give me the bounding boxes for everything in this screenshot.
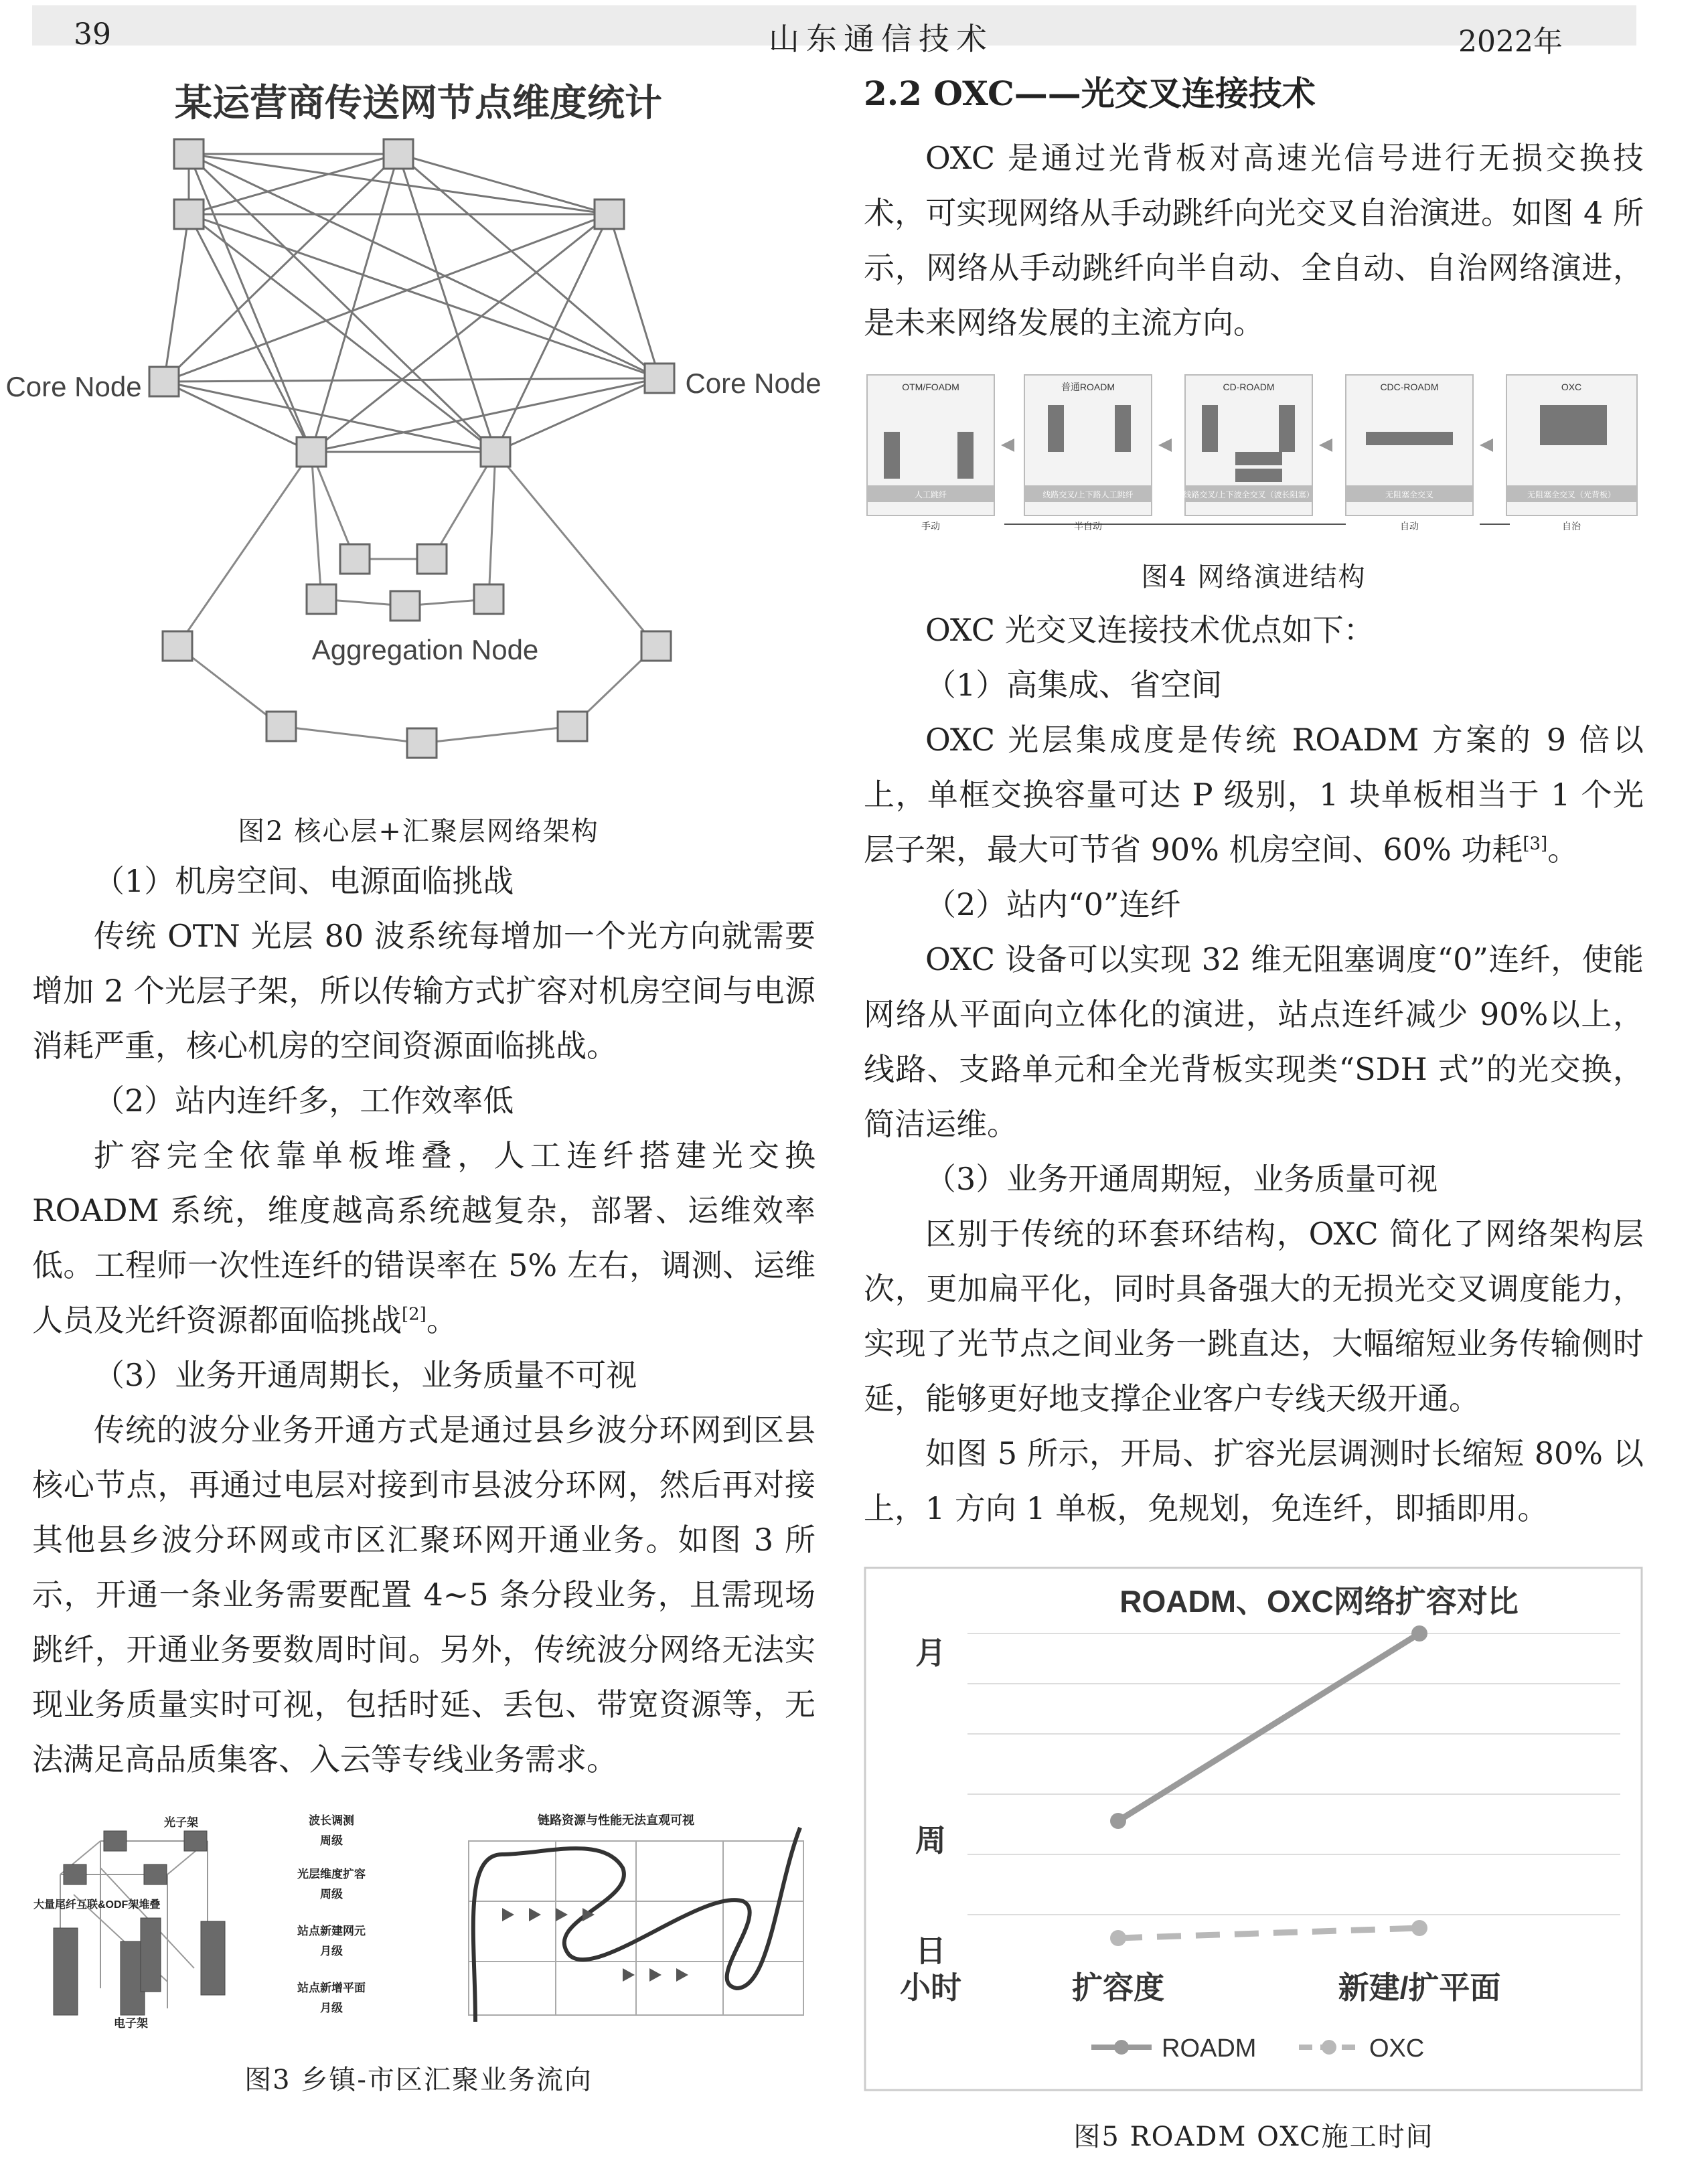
legend-marker-OXC (1322, 2040, 1336, 2055)
fig4-panel-2-title: 普通ROADM (1061, 382, 1115, 392)
fig2-caption: 图2 核心层+汇聚层网络架构 (238, 816, 599, 847)
right-paragraph-2: OXC 光交叉连接技术优点如下： (925, 612, 1375, 648)
point-OXC-0 (1110, 1930, 1126, 1946)
fig3-step-4-b: 月级 (320, 2002, 343, 2014)
fig4-panel-4-note: 无阻塞全交叉 (1385, 490, 1434, 499)
page-header (32, 5, 1636, 59)
left-column-text (32, 854, 816, 1787)
fig3-optical-shelf-label: 光子架 (164, 1816, 198, 1829)
fig3-right-title: 链路资源与性能无法直观可视 (538, 1814, 694, 1827)
left-heading-1: （1）机房空间、电源面临挑战 (94, 863, 514, 899)
fig5-caption: 图5 ROADM OXC施工时间 (1073, 2122, 1434, 2152)
point-ROADM-1 (1411, 1625, 1427, 1642)
left-paragraph-3: 传统的波分业务开通方式是通过县乡波分环网到区县核心节点，再通过电层对接到市县波分环网，然后再对接其他县乡波分环网或市区汇聚环网开通业务。如图 3 所示，开通一条业务需要配置 4~5 条分段业务，且需现场跳纤，开通业务要数周时间。另外，传统波分网络无法实现业务质量实时可视，包括时延、丢包、带宽资源等，无法满足高品质集客、入云等专线业务需求。 (32, 1412, 816, 1777)
journal-year: 2022年 (1458, 25, 1563, 59)
legend-marker-ROADM (1114, 2040, 1129, 2055)
fig3-step-2-a: 光层维度扩容 (297, 1868, 366, 1881)
fig4-panel-3-title: CD-ROADM (1223, 382, 1275, 392)
fig4-panel-2-note: 线路交叉/上下路人工跳纤 (1042, 490, 1134, 499)
left-heading-3: （3）业务开通周期长，业务质量不可视 (94, 1357, 637, 1393)
legend-label-ROADM: ROADM (1162, 2034, 1257, 2063)
left-heading-2: （2）站内连纤多，工作效率低 (94, 1083, 514, 1119)
fig3-step-3-a: 站点新建网元 (297, 1925, 366, 1937)
core-mesh-links (164, 154, 659, 452)
right-heading-1: （1）高集成、省空间 (925, 667, 1223, 703)
figure-5-chart (864, 1567, 1644, 2095)
y-tick-周: 周 (915, 1823, 946, 1858)
x-tick-0: 扩容度 (1072, 1970, 1164, 2005)
right-paragraph-4: OXC 设备可以实现 32 维无阻塞调度“0”连纤，使能网络从平面向立体化的演进，站点连纤减少 90%以上，线路、支路单元和全光背板实现类“SDH 式”的光交换，简洁运维。 (864, 941, 1644, 1142)
right-paragraph-3: OXC 光层集成度是传统 ROADM 方案的 9 倍以上，单框交换容量可达 P 级别，1 块单板相当于 1 个光层子架，最大可节省 90% 机房空间、60% 功耗[3]。 (864, 722, 1644, 868)
fig4-panel-1-note: 人工跳纤 (914, 490, 947, 499)
point-ROADM-0 (1110, 1813, 1126, 1829)
y-tick-小时: 小时 (900, 1970, 961, 2005)
journal-name: 山东通信技术 (769, 21, 994, 57)
chart-frame (865, 1568, 1642, 2090)
fig3-electrical-shelf-label: 电子架 (114, 2017, 148, 2030)
right-column-text (864, 603, 1644, 1536)
fig3-caption: 图3 乡镇-市区汇聚业务流向 (244, 2065, 593, 2095)
figure-2-network (5, 64, 822, 800)
right-heading-2: （2）站内“0”连纤 (925, 886, 1181, 923)
left-paragraph-1: 传统 OTN 光层 80 波系统每增加一个光方向就需要增加 2 个光层子架，所以传输方式扩容对机房空间与电源消耗严重，核心机房的空间资源面临挑战。 (32, 918, 816, 1064)
right-paragraph-6: 如图 5 所示，开局、扩容光层调测时长缩短 80% 以上，1 方向 1 单板，免规划，免连纤，即插即用。 (864, 1435, 1644, 1526)
fig4-mode-manual: 手动 (921, 521, 940, 532)
point-OXC-1 (1411, 1920, 1427, 1936)
right-paragraph-1: OXC 是通过光背板对高速光信号进行无损交换技术，可实现网络从手动跳纤向光交叉自治演进。如图 4 所示，网络从手动跳纤向半自动、全自动、自治网络演进，是未来网络发展的主流方向。 (864, 140, 1644, 341)
fig4-mode-autonomous: 自治 (1562, 521, 1581, 532)
legend-label-OXC: OXC (1369, 2034, 1425, 2063)
figure-3-service-flow (33, 1808, 817, 2049)
fig4-panel-5-note: 无阻塞全交叉（光背板） (1527, 490, 1616, 499)
citation-2: [2] (402, 1304, 426, 1325)
fig4-panel-4-title: CDC-ROADM (1380, 382, 1439, 392)
left-paragraph-2: 扩容完全依靠单板堆叠，人工连纤搭建光交换 ROADM 系统，维度越高系统越复杂，部署、运维效率低。工程师一次性连纤的错误率在 5% 左右，调测、运维人员及光纤资源都面临挑战[2]。 (32, 1137, 816, 1338)
fig2-title: 某运营商传送网节点维度统计 (175, 82, 662, 124)
fig3-step-2-b: 周级 (320, 1888, 343, 1901)
page-number: 39 (74, 17, 111, 52)
y-tick-日: 日 (915, 1933, 946, 1968)
figure-4-evolution (864, 372, 1644, 536)
fig3-step-4-a: 站点新增平面 (297, 1982, 366, 1994)
fig3-step-3-b: 月级 (320, 1945, 343, 1957)
aggregation-node-label: Aggregation Node (311, 634, 539, 665)
fig3-step-1-b: 周级 (320, 1834, 343, 1847)
right-column-intro (864, 131, 1644, 350)
section-title-oxc: 2.2 OXC——光交叉连接技术 (864, 74, 1316, 113)
core-node-label-right: Core Node (685, 368, 822, 399)
fig4-mode-semi-auto: 半自动 (1074, 521, 1102, 532)
fig4-panel-1-title: OTM/FOADM (902, 382, 959, 392)
fig4-panel-5-title: OXC (1561, 382, 1582, 392)
citation-3: [3] (1523, 833, 1548, 854)
x-tick-1: 新建/扩平面 (1338, 1970, 1501, 2005)
fig4-panel-3-note: 线路交叉/上下波全交叉（波长阻塞） (1183, 490, 1314, 499)
right-paragraph-5: 区别于传统的环套环结构，OXC 简化了网络架构层次，更加扁平化，同时具备强大的无损光交叉调度能力，实现了光节点之间业务一跳直达，大幅缩短业务传输侧时延，能够更好地支撑企业客户专线天级开通。 (864, 1216, 1644, 1417)
fig4-caption: 图4 网络演进结构 (1141, 562, 1367, 592)
core-node-label-left: Core Node (5, 371, 142, 402)
chart-title: ROADM、OXC网络扩容对比 (1119, 1584, 1519, 1619)
fig4-mode-auto: 自动 (1400, 521, 1419, 532)
fig3-step-1-a: 波长调测 (309, 1814, 354, 1827)
right-heading-3: （3）业务开通周期短，业务质量可视 (925, 1161, 1438, 1197)
y-tick-月: 月 (915, 1635, 946, 1670)
fig3-odf-label: 大量尾纤互联&ODF架堆叠 (33, 1899, 161, 1911)
